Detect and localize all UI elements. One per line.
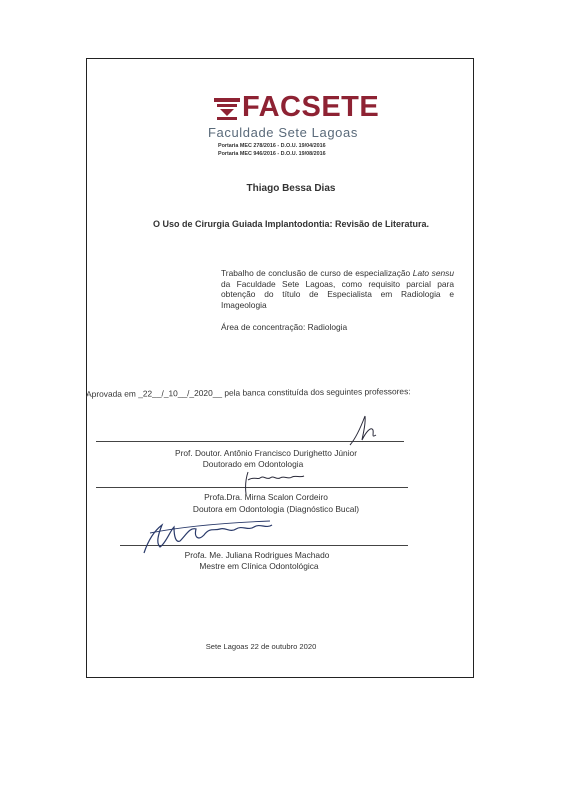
logo-name: FACSETE	[242, 91, 380, 123]
logo-subtitle: Faculdade Sete Lagoas	[208, 125, 358, 140]
facsete-emblem-icon	[214, 97, 240, 123]
committee-member-3-name: Profa. Me. Juliana Rodrigues Machado	[184, 550, 330, 560]
committee-member-2-title: Doutora em Odontologia (Diagnóstico Bucal)	[192, 504, 360, 514]
description-italic: Lato sensu	[412, 268, 454, 278]
place-and-date: Sete Lagoas 22 de outubro 2020	[205, 642, 317, 651]
concentration-area: Área de concentração: Radiologia	[221, 322, 348, 332]
facsete-logo	[208, 91, 380, 165]
committee-member-2-name: Profa.Dra. Mirna Scalon Cordeiro	[204, 492, 328, 502]
description-part-2: da Faculdade Sete Lagoas, como requisito parcial para obtenção do título de Especialista em Radiologia e Imageologia	[221, 278, 454, 310]
signature-1-icon	[346, 412, 382, 448]
thesis-title: O Uso de Cirurgia Guiada Implantodontia: Revisão de Literatura.	[152, 219, 430, 229]
thesis-description	[221, 268, 454, 310]
approval-statement: Aprovada em _22__/_10__/_2020__ pela banca constituída dos seguintes professores:	[86, 386, 411, 399]
committee-member-1-title: Doutorado em Odontologia	[202, 459, 304, 469]
committee-member-1-name: Prof. Doutor. Antônio Francisco Durighetto Júnior	[174, 448, 357, 458]
logo-portaria-2: Portaria MEC 946/2016 - D.O.U. 19/08/2016	[218, 151, 326, 157]
committee-member-3-title: Mestre em Clínica Odontológica	[199, 561, 319, 571]
logo-portaria-1: Portaria MEC 278/2016 - D.O.U. 19/04/2016	[218, 143, 326, 149]
description-part-1: Trabalho de conclusão de curso de especialização	[221, 268, 413, 278]
author-name: Thiago Bessa Dias	[246, 183, 336, 194]
